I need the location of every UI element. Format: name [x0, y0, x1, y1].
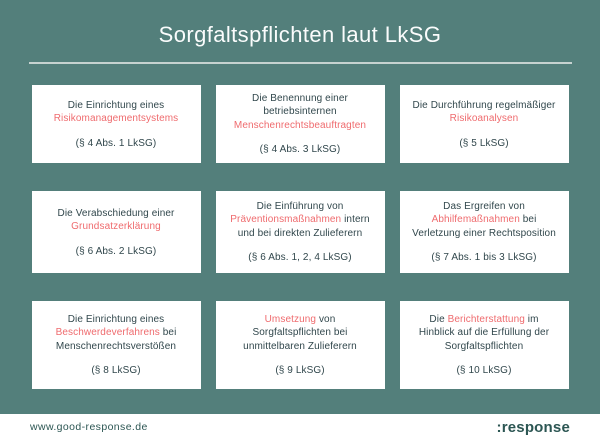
page-title: Sorgfaltspflichten laut LkSG [158, 22, 442, 47]
obligation-card [216, 85, 385, 163]
obligation-card [32, 191, 201, 273]
card-text: Die Benennung einer betriebsinternen Menschenrechtsbeauftragten [233, 92, 367, 131]
card-law: (§ 8 LkSG) [91, 365, 141, 377]
card-text: Die Einrichtung eines Beschwerdeverfahrens bei Menschenrechtsverstößen [55, 313, 177, 352]
card-text: Die Einführung von Präventionsmaßnahmen intern und bei direkten Zulieferern [230, 200, 370, 239]
card-law: (§ 5 LkSG) [459, 137, 509, 149]
card-text: Umsetzung von Sorgfaltspflichten bei unmittelbaren Zulieferern [243, 313, 357, 352]
card-law: (§ 4 Abs. 1 LkSG) [75, 137, 157, 149]
header [0, 0, 600, 64]
title-divider [29, 62, 572, 64]
obligation-card [32, 85, 201, 163]
obligation-card [32, 301, 201, 389]
card-text: Das Ergreifen von Abhilfemaßnahmen bei Verletzung einer Rechtsposition [412, 200, 556, 239]
footer [0, 414, 600, 440]
card-text: Die Einrichtung eines Risikomanagementsystems [53, 99, 179, 124]
card-law: (§ 4 Abs. 3 LkSG) [259, 144, 341, 156]
card-text: Die Verabschiedung einer Grundsatzerklärung [57, 207, 175, 232]
card-text: Die Durchführung regelmäßiger Risikoanalysen [412, 99, 556, 124]
obligation-card [216, 191, 385, 273]
card-law: (§ 6 Abs. 1, 2, 4 LkSG) [248, 252, 352, 264]
footer-logo: :response [496, 418, 570, 436]
footer-website: www.good-response.de [30, 421, 148, 433]
obligation-card [400, 85, 569, 163]
card-law: (§ 7 Abs. 1 bis 3 LkSG) [431, 252, 537, 264]
obligation-card [216, 301, 385, 389]
card-text: Die Berichterstattung im Hinblick auf die Erfüllung der Sorgfaltspflichten [418, 313, 550, 352]
obligation-card [400, 301, 569, 389]
card-law: (§ 10 LkSG) [456, 365, 512, 377]
card-law: (§ 9 LkSG) [275, 365, 325, 377]
cards-grid [32, 85, 569, 389]
card-law: (§ 6 Abs. 2 LkSG) [75, 245, 157, 257]
obligation-card [400, 191, 569, 273]
